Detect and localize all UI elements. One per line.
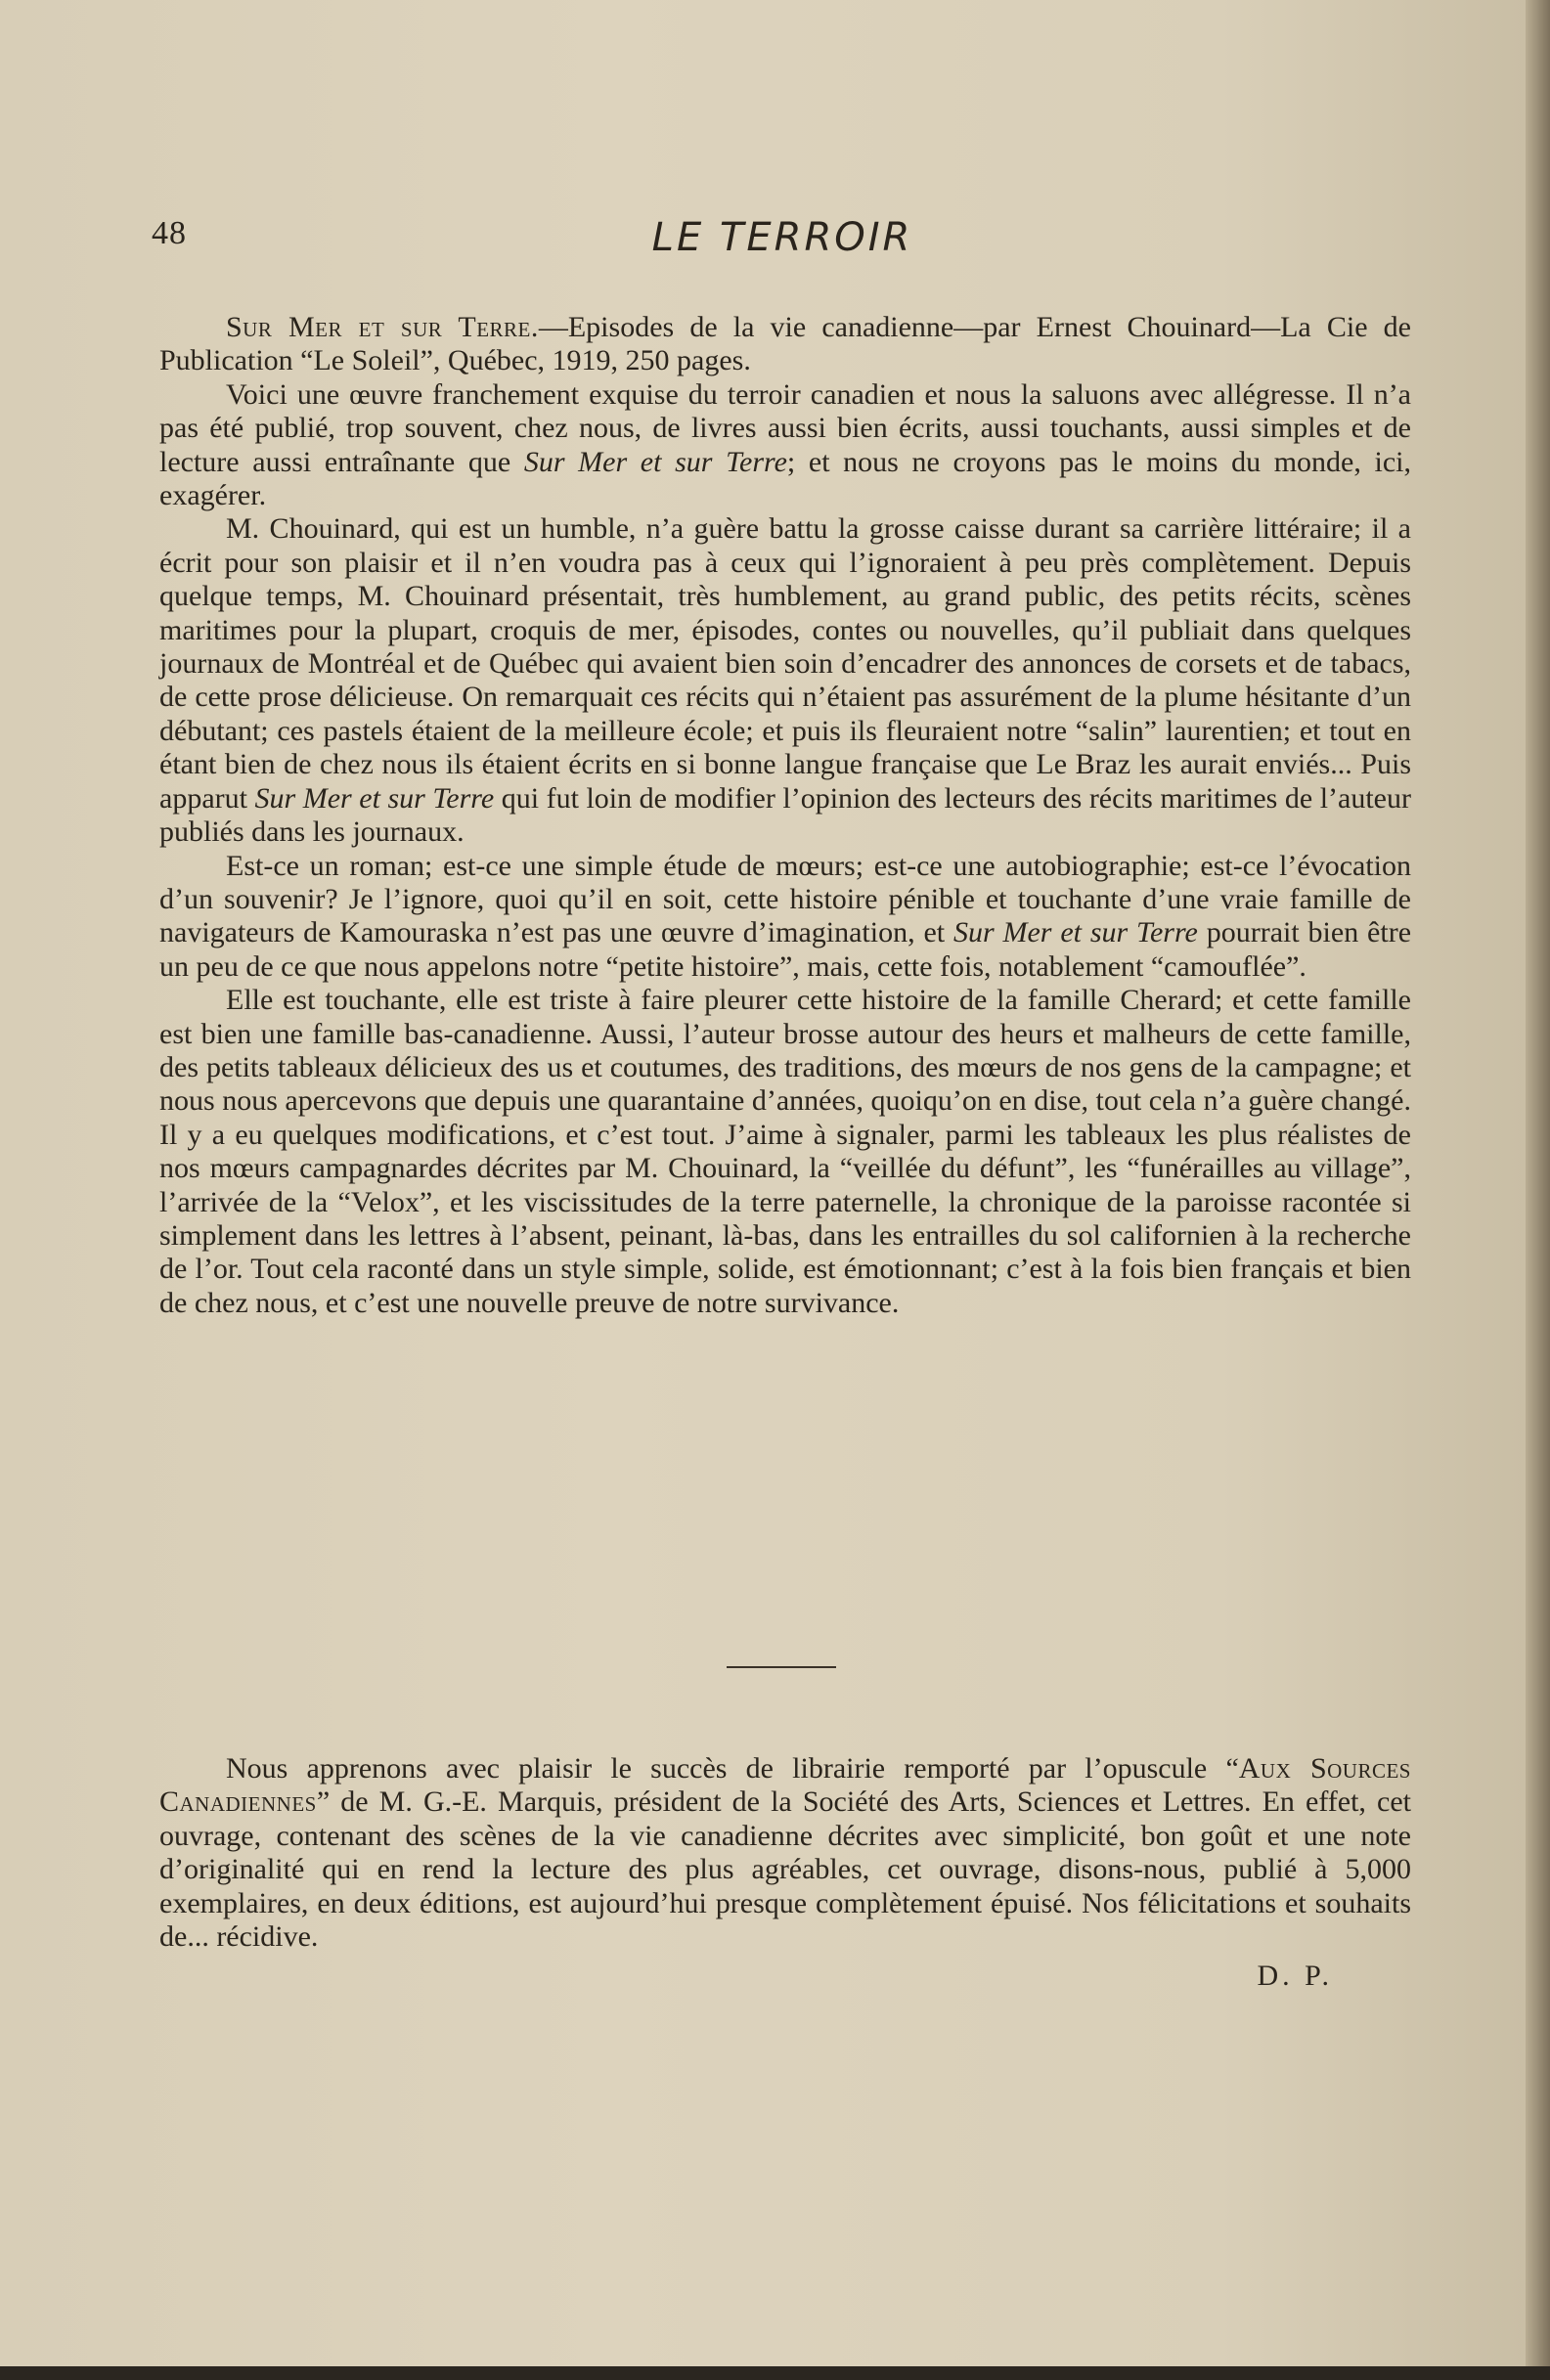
page-bottom-edge xyxy=(0,2366,1550,2380)
review-paragraph-2 xyxy=(159,512,1411,849)
page-header xyxy=(152,215,1413,264)
page-number: 48 xyxy=(152,215,187,251)
review-citation xyxy=(159,311,1411,378)
book-review xyxy=(159,311,1411,1320)
review-p1-text: Voici une œuvre franchement exquise du terroir canadien et nous la saluons avec allégresse. Il n’a pas été publié, trop souvent, chez nous, de livres aussi bien écrits, aussi touchants, aussi simples et de lecture aussi entraînante que xyxy=(159,377,1411,478)
review-p3-text: Est-ce un roman; est-ce une simple étude de mœurs; est-ce une autobiographie; est-ce l’évocation d’un souvenir? Je l’ignore, quoi qu’il en soit, cette histoire pénible et touchante d’une vraie famille de navigateurs de Kamouraska n’est pas une œuvre d’imagination, et xyxy=(159,849,1411,949)
author-signature: D. P. xyxy=(1257,1960,1333,1993)
notice-paragraph xyxy=(159,1752,1411,1954)
notice-book-title: Aux Sources Canadiennes xyxy=(159,1752,1411,1819)
review-p2-title: Sur Mer et sur Terre xyxy=(254,781,495,815)
review-p1-end: ; et nous ne croyons pas le moins du monde, ici, exagérer. xyxy=(159,445,1412,512)
review-p1-title: Sur Mer et sur Terre xyxy=(523,445,787,478)
review-p2-text: M. Chouinard, qui est un humble, n’a guère battu la grosse caisse durant sa carrière littéraire; il a écrit pour son plaisir et il n’en voudra pas à ceux qui l’ignoraient à peu près complètement. Depuis quelque temps, M. Chouinard présentait, très humblement, au grand public, des petits récits, scènes maritimes pour la plupart, croquis de mer, épisodes, contes ou nouvelles, qu’il publiait dans quelques journaux de Montréal et de Québec qui avaient bien soin d’encadrer des annonces de corsets et de tabacs, de cette prose délicieuse. On remarquait ces récits qui n’étaient pas assurément de la plume hésitante d’un débutant; ces pastels étaient de la meilleure école; et puis ils fleuraient notre “salin” laurentien; et tout en étant bien de chez nous ils étaient écrits en si bonne langue française que Le Braz les aurait enviés... Puis apparut xyxy=(159,512,1411,815)
review-p3-end: pourrait bien être un peu de ce que nous appelons notre “petite histoire”, mais, cette fois, notablement “camouflée”. xyxy=(159,916,1412,983)
section-divider xyxy=(727,1666,836,1668)
review-paragraph-3 xyxy=(159,850,1411,985)
page-right-edge xyxy=(1526,0,1550,2380)
review-citation-text: —Episodes de la vie canadienne—par Ernest Chouinard—La Cie de Publication “Le Soleil”, Québec, 1919, 250 pages. xyxy=(159,311,1411,377)
review-paragraph-4: Elle est touchante, elle est triste à faire pleurer cette histoire de la famille Cherard; et cette famille est bien une famille bas-canadienne. Aussi, l’auteur brosse autour des heurs et malheurs de cette famille, des petits tableaux délicieux des us et coutumes, des traditions, des mœurs de nos gens de la campagne; et nous nous apercevons que depuis une quarantaine d’années, quoiqu’on en dise, tout cela n’a guère changé. Il y a eu quelques modifications, et c’est tout. J’aime à signaler, parmi les tableaux les plus réalistes de nos mœurs campagnardes décrites par M. Chouinard, la “veillée du défunt”, les “funérailles au village”, l’arrivée de la “Velox”, et les viscissitudes de la terre paternelle, la chronique de la paroisse racontée si simplement dans les lettres à l’absent, peinant, là-bas, dans les entrailles du sol californien à la recherche de l’or. Tout cela raconté dans un style simple, solide, est émotionnant; c’est à la fois bien français et bien de chez nous, et c’est une nouvelle preuve de notre survivance. xyxy=(159,984,1411,1319)
running-title: LE TERROIR xyxy=(651,215,913,260)
publication-notice xyxy=(159,1752,1411,1993)
review-p2-end: qui fut loin de modifier l’opinion des lecteurs des récits maritimes de l’auteur publiés dans les journaux. xyxy=(159,781,1411,849)
review-book-title: Sur Mer et sur Terre. xyxy=(226,311,539,343)
notice-text-start: Nous apprenons avec plaisir le succès de librairie remporté par l’opuscule “ xyxy=(226,1752,1239,1785)
section-divider-area xyxy=(0,1666,1526,1670)
review-paragraph-1 xyxy=(159,378,1411,513)
notice-text-end: ” de M. G.-E. Marquis, président de la Société des Arts, Sciences et Lettres. En effet, cet ouvrage, contenant des scènes de la vie canadienne décrites avec simplicité, bon goût et une note d’originalité qui en rend la lecture des plus agréables, cet ouvrage, disons-nous, publié à 5,000 exemplaires, en deux éditions, est aujourd’hui presque complètement épuisé. Nos félicitations et souhaits de... récidive. xyxy=(159,1785,1411,1954)
review-p3-title: Sur Mer et sur Terre xyxy=(952,916,1198,949)
